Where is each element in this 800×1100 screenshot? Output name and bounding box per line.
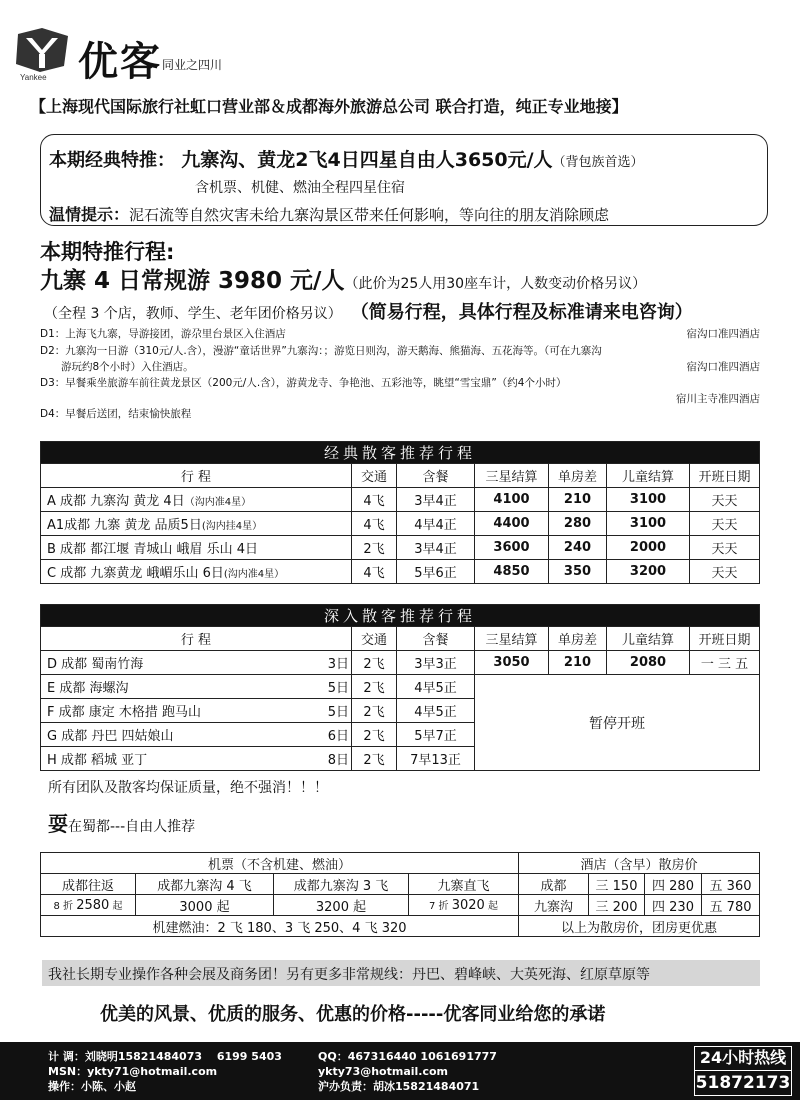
featured-contact: （简易行程，具体行程及标准请来电咨询） — [350, 302, 693, 323]
promo-box — [40, 134, 768, 226]
price-table — [40, 852, 760, 937]
classic-table — [40, 441, 760, 584]
featured-sub — [44, 298, 693, 324]
itinerary-row: D3：早餐乘坐旅游车前往黄龙景区（200元/人.含），游黄龙寺、争艳池、五彩池等，眺望“雪宝鼎”（约4个小时） — [40, 377, 567, 389]
hotel-note: 以上为散房价，团房更优惠 — [519, 916, 760, 937]
brand-name: 优客 — [78, 39, 162, 85]
logo-icon — [12, 26, 72, 82]
extra-lines: 我社长期专业操作各种会展及商务团！另有更多非常规线：丹巴、碧峰峡、大英死海、红原草原等 — [42, 960, 760, 986]
itinerary-row: D4：早餐后送团，结束愉快旅程 — [40, 408, 192, 420]
featured-name: 九寨 4 日常规游 3980 元/人 — [40, 268, 345, 294]
table-row — [41, 916, 760, 937]
fuel-note: 机建燃油：2 飞 180、3 飞 250、4 飞 320 — [41, 916, 519, 937]
table-row: A1成都 九寨 黄龙 品质5日(沟内挂4星） 4飞 4早4正 4400 280 3100 天天 — [41, 512, 760, 536]
table-row: C 成都 九寨黄龙 峨嵋乐山 6日(沟内准4星） 4飞 5早6正 4850 350 3200 天天 — [41, 560, 760, 584]
table-row: F 成都 康定 木格措 跑马山 5日 2飞 4早5正 — [41, 699, 760, 723]
hotline-label: 24小时热线 — [695, 1047, 791, 1071]
promo-deal: 九寨沟、黄龙2飞4日四星自由人3650元/人 — [181, 149, 553, 171]
footer — [0, 1042, 800, 1100]
footer-contacts-right: QQ：467316440 1061691777 ykty73@hotmail.com 沪办负责：胡冰15821484071 — [318, 1050, 497, 1093]
tip-label: 温情提示： — [49, 205, 130, 224]
promo-deal-note: （背包族首选） — [552, 155, 644, 170]
itinerary-row: D2：九寨沟一日游（310元/人.含），漫游“童话世界”九寨沟：；游览日则沟，游天鹅海、熊猫海、五花海等。（可在九寨沟 — [40, 345, 602, 357]
itinerary-row: 游玩约8个小时）入住酒店。 宿沟口准四酒店 — [40, 361, 760, 373]
table-row: E 成都 海螺沟 5日 2飞 4早5正 暂停开班 — [41, 675, 760, 699]
table-header-row: 行 程 交通 含餐 三星结算 单房差 儿童结算 开班日期 — [41, 464, 760, 488]
promo-label: 本期经典特推： — [49, 150, 175, 171]
table-row: 8 折 2580 起 3000 起 3200 起 7 折 3020 起 九寨沟 三 200 四 230 五 780 — [41, 895, 760, 916]
tip-text: 泥石流等自然灾害未给九寨沟景区带来任何影响，等向往的朋友消除顾虑 — [129, 206, 610, 224]
table-row: D 成都 蜀南竹海 3日 2飞 3早3正 3050 210 2080 一 三 五 — [41, 651, 760, 675]
deep-title: 深入散客推荐行程 — [41, 605, 760, 627]
hotline-number: 51872173 — [695, 1073, 791, 1093]
recommend-heading: 耍在蜀都---自由人推荐 — [48, 812, 196, 836]
table-header-row: 行 程 交通 含餐 三星结算 单房差 儿童结算 开班日期 — [41, 627, 760, 651]
ticket-title: 机票（不含机建、燃油） — [41, 853, 519, 874]
footer-contacts-left: 计 调：刘晓明15821484073 6199 5403 MSN：ykty71@hotmail.com 操作：小陈、小赵 — [48, 1050, 282, 1093]
featured-condition: （全程 3 个店，教师、学生、老年团价格另议） — [44, 306, 342, 322]
itinerary-row: D1：上海飞九寨，导游接团，游尕里台景区入住酒店 宿沟口准四酒店 — [40, 328, 760, 340]
table-row: G 成都 丹巴 四姑娘山 6日 2飞 5早7正 — [41, 723, 760, 747]
slogan: 优美的风景、优质的服务、优惠的价格-----优客同业给您的承诺 — [100, 1004, 606, 1025]
table-row: A 成都 九寨沟 黄龙 4日（沟内准4星） 4飞 3早4正 4100 210 3100 天天 — [41, 488, 760, 512]
table-row: H 成都 稻城 亚丁 8日 2飞 7早13正 — [41, 747, 760, 771]
featured-price-note: （此价为25人用30座车计，人数变动价格另议） — [344, 276, 647, 292]
classic-title: 经典散客推荐行程 — [41, 442, 760, 464]
table-row: 成都往返 成都九寨沟 4 飞 成都九寨沟 3 飞 九寨直飞 成都 三 150 四 280 五 360 — [41, 874, 760, 895]
logo-text: Yankee — [20, 73, 47, 82]
featured-main — [40, 262, 646, 295]
brand-subtitle: 同业之四川 — [162, 58, 223, 72]
table-row: B 成都 都江堰 青城山 峨眉 乐山 4日 2飞 3早4正 3600 240 2000 天天 — [41, 536, 760, 560]
suspended-note: 暂停开班 — [475, 675, 760, 771]
deep-table — [40, 604, 760, 771]
guarantee-text: 所有团队及散客均保证质量，绝不强消！！！ — [48, 780, 328, 796]
featured-title: 本期特推行程: — [40, 240, 175, 264]
promo-includes: 含机票、机健、燃油全程四星住宿 — [195, 180, 405, 196]
hotline-box — [694, 1046, 792, 1096]
hotel-title: 酒店（含早）散房价 — [519, 853, 760, 874]
partners-line: 【上海现代国际旅行社虹口营业部＆成都海外旅游总公司 联合打造，纯正专业地接】 — [30, 97, 628, 116]
